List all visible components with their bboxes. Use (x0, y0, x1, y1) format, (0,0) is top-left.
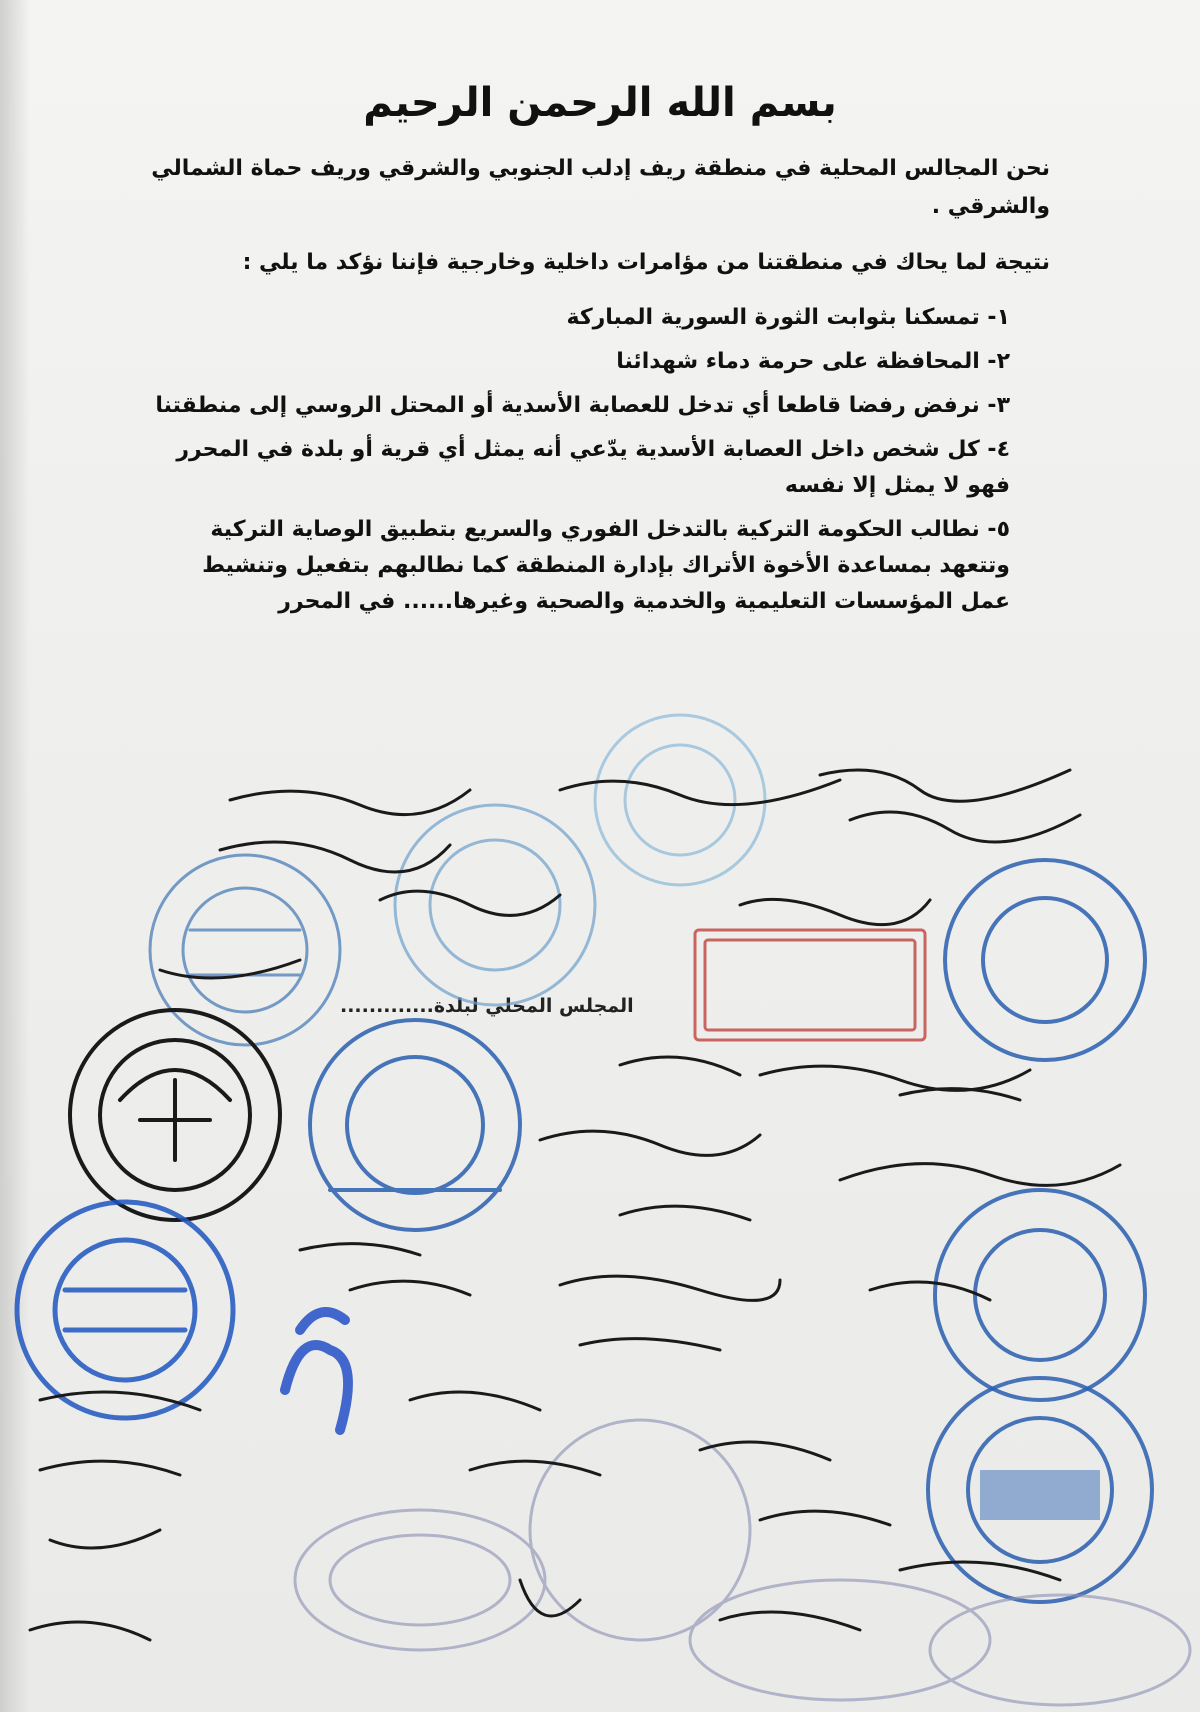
stamp-red-rect (695, 930, 925, 1040)
stamp-blue-right (945, 860, 1145, 1060)
stamp-blue-logo (285, 1312, 348, 1430)
stamp-blue-right-3 (928, 1378, 1152, 1602)
stamp-black-eagle (70, 1010, 280, 1220)
demand-item-4: ٤- كل شخص داخل العصابة الأسدية يدّعي أنه يمثل أي قرية أو بلدة في المحرر فهو لا يمثل إلا نفسه (176, 437, 1010, 498)
basmala-heading: بسم الله الرحمن الرحيم (363, 80, 837, 126)
lead-paragraph: نتيجة لما يحاك في منطقتنا من مؤامرات داخلية وخارجية فإننا نؤكد ما يلي : (242, 250, 1050, 275)
stamp-blue-left-bottom (17, 1202, 233, 1418)
stamp-blue-center (310, 1020, 520, 1230)
demand-item-3: ٣- نرفض رفضا قاطعا أي تدخل للعصابة الأسدية أو المحتل الروسي إلى منطقتنا (155, 393, 1010, 418)
stamp-blue-right-2 (935, 1190, 1145, 1400)
council-dotted-line: المجلس المحلي لبلدة............. (340, 995, 634, 1017)
demand-item-2: ٢- المحافظة على حرمة دماء شهدائنا (616, 349, 1010, 374)
stamp-lightblue-1 (395, 805, 595, 1005)
stamp-faint-bottom (295, 1420, 1190, 1705)
stamp-blue-1 (150, 855, 340, 1045)
stamp-lightblue-2 (595, 715, 765, 885)
intro-paragraph: نحن المجالس المحلية في منطقة ريف إدلب الجنوبي والشرقي وريف حماة الشمالي والشرقي . (151, 156, 1050, 219)
demand-item-5: ٥- نطالب الحكومة التركية بالتدخل الفوري والسريع بتطبيق الوصاية التركية وتتعهد بمساعدة الأخوة الأتراك بإدارة المنطقة كما نطالبهم بتفعيل وتنشيط عمل المؤسسات التعليمية والخدمية والصحية وغيرها...... في المحرر (202, 517, 1010, 614)
handwritten-signatures (30, 770, 1120, 1640)
demand-item-1: ١- تمسكنا بثوابت الثورة السورية المباركة (566, 305, 1010, 330)
